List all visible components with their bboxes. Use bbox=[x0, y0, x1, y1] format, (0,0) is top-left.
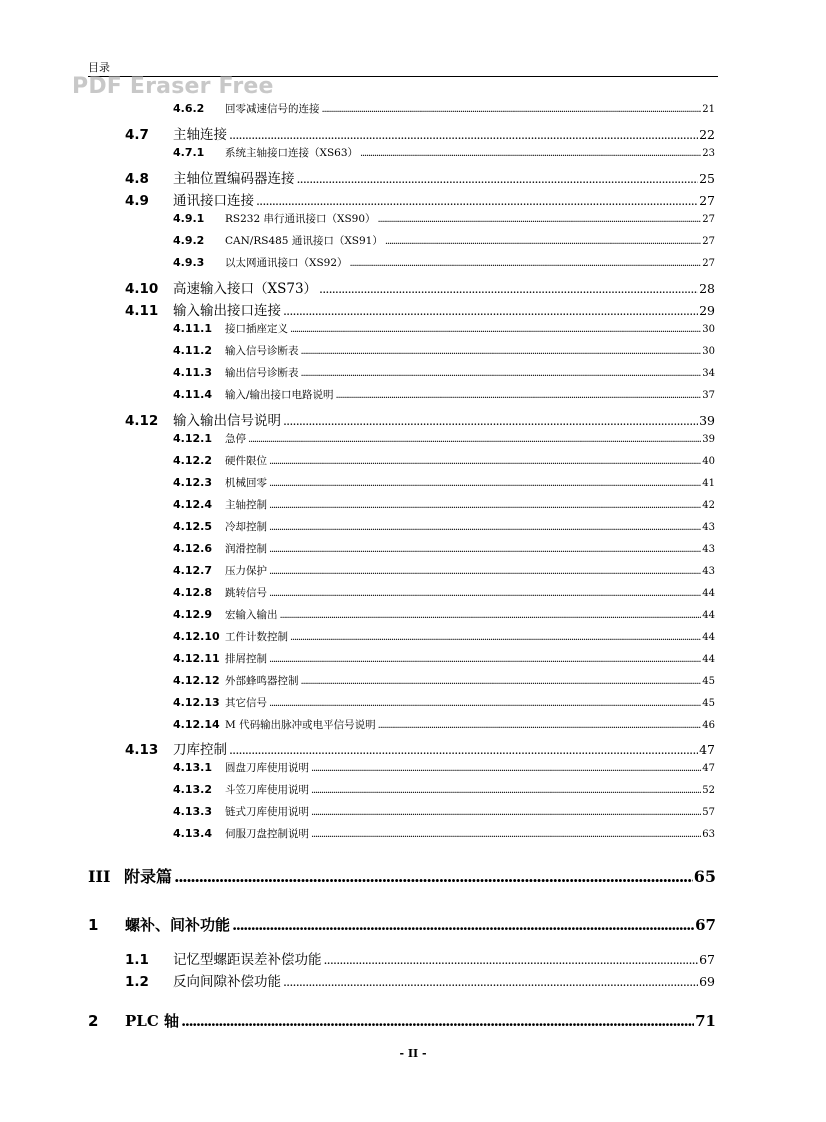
toc-entry-title: 以太网通讯接口（XS92） bbox=[225, 257, 348, 269]
toc-leader-dots bbox=[350, 258, 702, 269]
toc-entry-page: 47 bbox=[702, 763, 715, 774]
toc-entry[interactable] bbox=[173, 101, 715, 116]
toc-leader-dots bbox=[269, 456, 701, 467]
toc-entry-title: 链式刀库使用说明 bbox=[225, 806, 309, 818]
toc-entry-page: 22 bbox=[699, 127, 715, 142]
toc-leader-dots bbox=[336, 390, 702, 401]
toc-entry[interactable] bbox=[173, 629, 715, 644]
toc-entry-title: 记忆型螺距误差补偿功能 bbox=[173, 952, 322, 968]
toc-leader-dots bbox=[269, 478, 701, 489]
toc-entry[interactable] bbox=[125, 277, 715, 297]
toc-leader-dots bbox=[378, 720, 702, 731]
toc-entry-title: 机械回零 bbox=[225, 477, 267, 489]
toc-leader-dots bbox=[324, 952, 699, 967]
toc-entry-number: 4.11.1 bbox=[173, 322, 212, 335]
toc-entry-page: 57 bbox=[702, 807, 715, 818]
watermark-text: PDF Eraser Free bbox=[72, 74, 274, 99]
toc-entry-number: 1.2 bbox=[125, 974, 149, 990]
toc-entry[interactable] bbox=[125, 167, 715, 187]
toc-leader-dots bbox=[301, 368, 702, 379]
toc-leader-dots bbox=[269, 500, 701, 511]
header-label: 目录 bbox=[88, 61, 110, 74]
toc-entry-number: 4.8 bbox=[125, 171, 149, 187]
toc-entry-title: 系统主轴接口连接（XS63） bbox=[225, 147, 359, 159]
toc-entry[interactable] bbox=[173, 782, 715, 797]
toc-entry-number: 4.13.2 bbox=[173, 783, 212, 796]
toc-entry-number: 4.9.2 bbox=[173, 234, 205, 247]
toc-leader-dots bbox=[283, 413, 698, 428]
toc-entry[interactable] bbox=[173, 255, 715, 270]
toc-entry-title: 宏输入输出 bbox=[225, 609, 278, 621]
toc-entry-title: 输入/输出接口电路说明 bbox=[225, 389, 334, 401]
toc-entry-page: 43 bbox=[702, 544, 715, 555]
toc-entry-number: 4.7.1 bbox=[173, 146, 205, 159]
toc-entry-title: 压力保护 bbox=[225, 565, 267, 577]
toc-entry-number: 4.11.3 bbox=[173, 366, 212, 379]
toc-leader-dots bbox=[301, 676, 702, 687]
toc-entry-title: 输入输出接口连接 bbox=[173, 303, 281, 319]
toc-entry[interactable] bbox=[173, 826, 715, 841]
toc-leader-dots bbox=[229, 742, 698, 757]
toc-leader-dots bbox=[322, 104, 702, 115]
toc-leader-dots bbox=[319, 281, 698, 296]
toc-entry-page: 30 bbox=[702, 346, 715, 357]
toc-entry-title: 输入信号诊断表 bbox=[225, 345, 299, 357]
toc-entry-number: 4.12.14 bbox=[173, 718, 220, 731]
toc-entry[interactable] bbox=[173, 145, 715, 160]
toc-entry-number: 4.12.8 bbox=[173, 586, 212, 599]
toc-entry-title: 通讯接口连接 bbox=[173, 193, 254, 209]
toc-entry-page: 44 bbox=[702, 654, 715, 665]
toc-entry[interactable] bbox=[173, 804, 715, 819]
toc-entry-title: 斗笠刀库使用说明 bbox=[225, 784, 309, 796]
toc-entry-title: 主轴连接 bbox=[173, 127, 227, 143]
toc-entry-number: 4.9 bbox=[125, 193, 149, 209]
toc-entry-number: 4.12.7 bbox=[173, 564, 212, 577]
toc-entry-title: M 代码输出脉冲或电平信号说明 bbox=[225, 719, 376, 731]
toc-entry-page: 65 bbox=[693, 867, 716, 886]
toc-entry-title: 润滑控制 bbox=[225, 543, 267, 555]
toc-entry-number: 4.12.3 bbox=[173, 476, 212, 489]
toc-entry-title: 跳转信号 bbox=[225, 587, 267, 599]
toc-entry-title: 高速输入接口（XS73） bbox=[173, 281, 318, 297]
toc-entry[interactable] bbox=[173, 607, 715, 622]
toc-entry-title: 主轴控制 bbox=[225, 499, 267, 511]
toc-entry-title: RS232 串行通讯接口（XS90） bbox=[225, 213, 376, 225]
toc-entry-title: 接口插座定义 bbox=[225, 323, 288, 335]
toc-leader-dots bbox=[269, 588, 701, 599]
toc-entry-page: 27 bbox=[702, 258, 715, 269]
toc-entry-page: 71 bbox=[695, 1012, 716, 1030]
toc-entry-number: 4.10 bbox=[125, 281, 159, 297]
toc-entry[interactable] bbox=[173, 321, 715, 336]
toc-entry-number: 4.12.13 bbox=[173, 696, 220, 709]
toc-entry-number: 4.12.2 bbox=[173, 454, 212, 467]
toc-entry-page: 27 bbox=[702, 214, 715, 225]
toc-entry-title: CAN/RS485 通讯接口（XS91） bbox=[225, 235, 383, 247]
toc-entry-title: 圆盘刀库使用说明 bbox=[225, 762, 309, 774]
toc-leader-dots bbox=[311, 763, 701, 774]
toc-leader-dots bbox=[181, 1012, 694, 1030]
toc-entry-number: 4.9.3 bbox=[173, 256, 205, 269]
toc-entry[interactable] bbox=[173, 233, 715, 248]
toc-entry-number: 2 bbox=[88, 1012, 99, 1030]
toc-entry-number: 4.12 bbox=[125, 413, 159, 429]
toc-entry-title: 硬件限位 bbox=[225, 455, 267, 467]
toc-entry-page: 43 bbox=[702, 522, 715, 533]
toc-entry[interactable] bbox=[173, 365, 715, 380]
toc-entry[interactable] bbox=[88, 1010, 716, 1031]
toc-entry[interactable] bbox=[173, 475, 715, 490]
toc-entry[interactable] bbox=[173, 211, 715, 226]
toc-entry[interactable] bbox=[173, 453, 715, 468]
toc-entry-number: 4.12.10 bbox=[173, 630, 220, 643]
toc-leader-dots bbox=[311, 785, 701, 796]
toc-entry[interactable] bbox=[173, 519, 715, 534]
toc-entry-page: 67 bbox=[699, 952, 715, 967]
toc-leader-dots bbox=[280, 610, 702, 621]
toc-entry-number: 4.9.1 bbox=[173, 212, 205, 225]
toc-entry-number: 4.6.2 bbox=[173, 102, 205, 115]
toc-entry-title: 螺补、间补功能 bbox=[125, 916, 231, 934]
toc-entry[interactable] bbox=[125, 948, 715, 968]
toc-entry[interactable] bbox=[173, 497, 715, 512]
toc-leader-dots bbox=[269, 698, 701, 709]
toc-entry-title: 其它信号 bbox=[225, 697, 267, 709]
toc-leader-dots bbox=[248, 434, 701, 445]
toc-entry[interactable] bbox=[173, 585, 715, 600]
toc-leader-dots bbox=[269, 654, 701, 665]
toc-leader-dots bbox=[311, 829, 701, 840]
toc-entry[interactable] bbox=[173, 431, 715, 446]
page-number: - II - bbox=[399, 1047, 427, 1060]
toc-entry-number: 4.11.2 bbox=[173, 344, 212, 357]
toc-entry-page: 45 bbox=[702, 698, 715, 709]
toc-entry[interactable] bbox=[125, 123, 715, 143]
toc-entry-page: 47 bbox=[699, 742, 715, 757]
toc-entry[interactable] bbox=[173, 563, 715, 578]
toc-entry[interactable] bbox=[173, 695, 715, 710]
toc-entry-number: 4.12.9 bbox=[173, 608, 212, 621]
toc-entry-page: 25 bbox=[699, 171, 715, 186]
toc-entry-page: 37 bbox=[702, 390, 715, 401]
toc-leader-dots bbox=[269, 566, 701, 577]
toc-entry-number: 4.12.4 bbox=[173, 498, 212, 511]
toc-leader-dots bbox=[174, 867, 693, 886]
toc-entry-page: 44 bbox=[702, 588, 715, 599]
toc-entry[interactable] bbox=[88, 914, 716, 935]
toc-entry-page: 39 bbox=[699, 413, 715, 428]
toc-entry-title: 冷却控制 bbox=[225, 521, 267, 533]
toc-entry-title: 附录篇 bbox=[124, 867, 173, 886]
toc-entry-page: 21 bbox=[702, 104, 715, 115]
toc-leader-dots bbox=[269, 544, 701, 555]
toc-entry-page: 27 bbox=[702, 236, 715, 247]
toc-entry-title: 输出信号诊断表 bbox=[225, 367, 299, 379]
toc-entry-page: 34 bbox=[702, 368, 715, 379]
toc-leader-dots bbox=[297, 171, 699, 186]
toc-entry-number: 4.12.1 bbox=[173, 432, 212, 445]
toc-entry[interactable] bbox=[125, 189, 715, 209]
toc-entry-page: 40 bbox=[702, 456, 715, 467]
toc-entry-number: 4.7 bbox=[125, 127, 149, 143]
toc-entry-number: III bbox=[88, 867, 111, 886]
toc-leader-dots bbox=[283, 303, 698, 318]
toc-entry-number: 4.11 bbox=[125, 303, 159, 319]
toc-entry-page: 52 bbox=[702, 785, 715, 796]
toc-entry-title: 工件计数控制 bbox=[225, 631, 288, 643]
toc-entry-title: 伺服刀盘控制说明 bbox=[225, 828, 309, 840]
toc-entry-page: 44 bbox=[702, 610, 715, 621]
toc-entry[interactable] bbox=[173, 343, 715, 358]
toc-entry-number: 4.13.3 bbox=[173, 805, 212, 818]
toc-entry[interactable] bbox=[173, 541, 715, 556]
toc-entry[interactable] bbox=[173, 717, 715, 732]
toc-entry-number: 4.13 bbox=[125, 742, 159, 758]
toc-entry[interactable] bbox=[88, 864, 716, 887]
toc-leader-dots bbox=[301, 346, 702, 357]
toc-entry-title: 排屑控制 bbox=[225, 653, 267, 665]
toc-entry[interactable] bbox=[173, 673, 715, 688]
toc-entry-number: 4.11.4 bbox=[173, 388, 212, 401]
toc-leader-dots bbox=[311, 807, 701, 818]
toc-entry-page: 46 bbox=[702, 720, 715, 731]
toc-entry-number: 4.13.4 bbox=[173, 827, 212, 840]
toc-leader-dots bbox=[269, 522, 701, 533]
toc-entry-title: 急停 bbox=[225, 433, 246, 445]
toc-entry-page: 39 bbox=[702, 434, 715, 445]
toc-entry-title: PLC 轴 bbox=[125, 1012, 179, 1030]
toc-entry[interactable] bbox=[125, 299, 715, 319]
toc-leader-dots bbox=[232, 916, 694, 934]
toc-entry-page: 69 bbox=[699, 974, 715, 989]
toc-leader-dots bbox=[256, 193, 698, 208]
toc-entry[interactable] bbox=[125, 738, 715, 758]
toc-leader-dots bbox=[290, 324, 701, 335]
toc-entry[interactable] bbox=[125, 409, 715, 429]
toc-entry[interactable] bbox=[173, 387, 715, 402]
toc-leader-dots bbox=[385, 236, 701, 247]
toc-entry-page: 29 bbox=[699, 303, 715, 318]
toc-entry-number: 4.12.12 bbox=[173, 674, 220, 687]
toc-entry-page: 28 bbox=[699, 281, 715, 296]
toc-entry-page: 42 bbox=[702, 500, 715, 511]
toc-entry-title: 回零减速信号的连接 bbox=[225, 103, 320, 115]
toc-leader-dots bbox=[378, 214, 702, 225]
toc-entry-number: 4.13.1 bbox=[173, 761, 212, 774]
toc-entry[interactable] bbox=[173, 651, 715, 666]
toc-entry[interactable] bbox=[173, 760, 715, 775]
toc-entry-title: 外部蜂鸣器控制 bbox=[225, 675, 299, 687]
toc-entry-title: 主轴位置编码器连接 bbox=[173, 171, 295, 187]
toc-entry-number: 1.1 bbox=[125, 952, 149, 968]
toc-entry-title: 输入输出信号说明 bbox=[173, 413, 281, 429]
toc-leader-dots bbox=[229, 127, 698, 142]
toc-entry-number: 1 bbox=[88, 916, 99, 934]
toc-entry-page: 67 bbox=[695, 916, 716, 934]
toc-entry-title: 刀库控制 bbox=[173, 742, 227, 758]
toc-entry-page: 30 bbox=[702, 324, 715, 335]
toc-leader-dots bbox=[290, 632, 701, 643]
toc-entry-page: 63 bbox=[702, 829, 715, 840]
toc-entry-title: 反向间隙补偿功能 bbox=[173, 974, 281, 990]
toc-entry-page: 43 bbox=[702, 566, 715, 577]
toc-entry-page: 41 bbox=[702, 478, 715, 489]
toc-entry-page: 27 bbox=[699, 193, 715, 208]
toc-entry-number: 4.12.11 bbox=[173, 652, 220, 665]
toc-entry-page: 45 bbox=[702, 676, 715, 687]
toc-entry-number: 4.12.5 bbox=[173, 520, 212, 533]
toc-leader-dots bbox=[283, 974, 698, 989]
toc-entry[interactable] bbox=[125, 970, 715, 990]
toc-entry-number: 4.12.6 bbox=[173, 542, 212, 555]
toc-entry-page: 44 bbox=[702, 632, 715, 643]
toc-entry-page: 23 bbox=[702, 148, 715, 159]
toc-leader-dots bbox=[360, 148, 701, 159]
